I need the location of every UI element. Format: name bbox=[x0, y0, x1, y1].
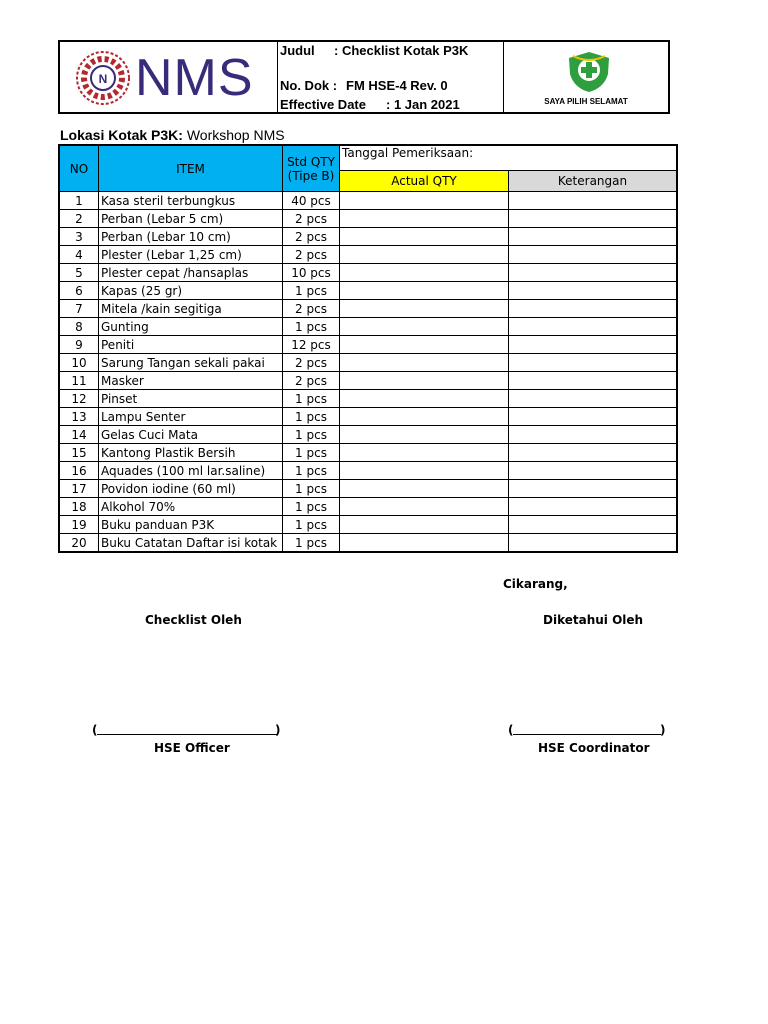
row-item: Lampu Senter bbox=[99, 408, 283, 426]
row-item: Sarung Tangan sekali pakai bbox=[99, 354, 283, 372]
checklist-table bbox=[58, 144, 678, 553]
row-std-qty: 1 pcs bbox=[283, 282, 340, 300]
row-no: 9 bbox=[59, 336, 99, 354]
row-std-qty: 12 pcs bbox=[283, 336, 340, 354]
table-row bbox=[59, 228, 677, 246]
effective-value: : 1 Jan 2021 bbox=[386, 97, 460, 112]
row-std-qty: 1 pcs bbox=[283, 390, 340, 408]
row-keterangan[interactable] bbox=[509, 300, 678, 318]
row-std-qty: 1 pcs bbox=[283, 426, 340, 444]
row-item: Gunting bbox=[99, 318, 283, 336]
row-actual-qty[interactable] bbox=[340, 282, 509, 300]
table-row bbox=[59, 192, 677, 210]
row-keterangan[interactable] bbox=[509, 354, 678, 372]
row-keterangan[interactable] bbox=[509, 192, 678, 210]
row-item: Alkohol 70% bbox=[99, 498, 283, 516]
row-actual-qty[interactable] bbox=[340, 534, 509, 553]
row-std-qty: 2 pcs bbox=[283, 354, 340, 372]
row-actual-qty[interactable] bbox=[340, 426, 509, 444]
table-row bbox=[59, 462, 677, 480]
place-label: Cikarang, bbox=[503, 577, 568, 591]
row-keterangan[interactable] bbox=[509, 246, 678, 264]
row-actual-qty[interactable] bbox=[340, 228, 509, 246]
hse-coordinator-label: HSE Coordinator bbox=[538, 741, 650, 755]
row-no: 13 bbox=[59, 408, 99, 426]
row-no: 20 bbox=[59, 534, 99, 553]
row-std-qty: 2 pcs bbox=[283, 210, 340, 228]
row-actual-qty[interactable] bbox=[340, 444, 509, 462]
row-item: Perban (Lebar 5 cm) bbox=[99, 210, 283, 228]
row-std-qty: 2 pcs bbox=[283, 300, 340, 318]
row-keterangan[interactable] bbox=[509, 426, 678, 444]
table-row bbox=[59, 444, 677, 462]
row-item: Pinset bbox=[99, 390, 283, 408]
row-no: 2 bbox=[59, 210, 99, 228]
col-std-label-1: Std QTY bbox=[287, 154, 335, 169]
table-row bbox=[59, 498, 677, 516]
row-item: Plester (Lebar 1,25 cm) bbox=[99, 246, 283, 264]
row-item: Mitela /kain segitiga bbox=[99, 300, 283, 318]
table-row bbox=[59, 426, 677, 444]
safety-shield-icon bbox=[564, 50, 614, 94]
checklist-oleh-label: Checklist Oleh bbox=[145, 613, 242, 627]
row-actual-qty[interactable] bbox=[340, 408, 509, 426]
row-actual-qty[interactable] bbox=[340, 318, 509, 336]
row-keterangan[interactable] bbox=[509, 282, 678, 300]
row-std-qty: 2 pcs bbox=[283, 372, 340, 390]
company-logo-text: NMS bbox=[135, 49, 254, 107]
safety-logo-text: SAYA PILIH SELAMAT bbox=[544, 97, 628, 106]
table-row bbox=[59, 246, 677, 264]
right-signature-line bbox=[513, 734, 661, 735]
row-keterangan[interactable] bbox=[509, 444, 678, 462]
row-item: Peniti bbox=[99, 336, 283, 354]
table-row bbox=[59, 390, 677, 408]
row-item: Perban (Lebar 10 cm) bbox=[99, 228, 283, 246]
col-std-header bbox=[283, 145, 340, 192]
gear-logo-icon bbox=[75, 50, 131, 106]
row-no: 8 bbox=[59, 318, 99, 336]
table-row bbox=[59, 516, 677, 534]
col-keterangan-header: Keterangan bbox=[509, 171, 678, 192]
row-keterangan[interactable] bbox=[509, 372, 678, 390]
row-std-qty: 1 pcs bbox=[283, 516, 340, 534]
row-item: Buku Catatan Daftar isi kotak bbox=[99, 534, 283, 553]
table-row bbox=[59, 372, 677, 390]
row-no: 1 bbox=[59, 192, 99, 210]
row-no: 7 bbox=[59, 300, 99, 318]
row-keterangan[interactable] bbox=[509, 336, 678, 354]
row-actual-qty[interactable] bbox=[340, 372, 509, 390]
row-std-qty: 1 pcs bbox=[283, 408, 340, 426]
row-actual-qty[interactable] bbox=[340, 336, 509, 354]
row-std-qty: 1 pcs bbox=[283, 318, 340, 336]
row-item: Kapas (25 gr) bbox=[99, 282, 283, 300]
row-keterangan[interactable] bbox=[509, 408, 678, 426]
document-header bbox=[58, 40, 670, 114]
lokasi-line bbox=[60, 127, 285, 143]
row-std-qty: 1 pcs bbox=[283, 444, 340, 462]
row-actual-qty[interactable] bbox=[340, 354, 509, 372]
table-row bbox=[59, 318, 677, 336]
hse-officer-label: HSE Officer bbox=[154, 741, 230, 755]
right-paren-open: ( bbox=[508, 723, 514, 737]
row-no: 3 bbox=[59, 228, 99, 246]
right-paren-close: ) bbox=[660, 723, 666, 737]
row-no: 17 bbox=[59, 480, 99, 498]
table-row bbox=[59, 336, 677, 354]
row-actual-qty[interactable] bbox=[340, 210, 509, 228]
row-std-qty: 2 pcs bbox=[283, 228, 340, 246]
lokasi-value: Workshop NMS bbox=[186, 127, 285, 143]
row-keterangan[interactable] bbox=[509, 480, 678, 498]
row-keterangan[interactable] bbox=[509, 264, 678, 282]
row-item: Gelas Cuci Mata bbox=[99, 426, 283, 444]
row-keterangan[interactable] bbox=[509, 462, 678, 480]
judul-value: : Checklist Kotak P3K bbox=[334, 43, 469, 58]
nodok-value: FM HSE-4 Rev. 0 bbox=[346, 78, 448, 93]
row-std-qty: 1 pcs bbox=[283, 480, 340, 498]
row-keterangan[interactable] bbox=[509, 210, 678, 228]
safety-logo-cell bbox=[504, 42, 668, 112]
effective-label: Effective Date bbox=[280, 97, 366, 112]
row-no: 5 bbox=[59, 264, 99, 282]
company-logo-cell bbox=[60, 42, 278, 112]
row-no: 19 bbox=[59, 516, 99, 534]
table-row bbox=[59, 480, 677, 498]
diketahui-oleh-label: Diketahui Oleh bbox=[543, 613, 644, 627]
row-std-qty: 2 pcs bbox=[283, 246, 340, 264]
document-info-cell bbox=[278, 42, 504, 112]
row-actual-qty[interactable] bbox=[340, 264, 509, 282]
row-actual-qty[interactable] bbox=[340, 462, 509, 480]
table-row bbox=[59, 408, 677, 426]
row-keterangan[interactable] bbox=[509, 390, 678, 408]
col-item-header: ITEM bbox=[99, 145, 283, 192]
table-row bbox=[59, 300, 677, 318]
table-row bbox=[59, 282, 677, 300]
row-actual-qty[interactable] bbox=[340, 480, 509, 498]
row-item: Kantong Plastik Bersih bbox=[99, 444, 283, 462]
row-keterangan[interactable] bbox=[509, 318, 678, 336]
row-item: Povidon iodine (60 ml) bbox=[99, 480, 283, 498]
row-actual-qty[interactable] bbox=[340, 498, 509, 516]
row-std-qty: 1 pcs bbox=[283, 534, 340, 553]
row-keterangan[interactable] bbox=[509, 228, 678, 246]
row-keterangan[interactable] bbox=[509, 516, 678, 534]
row-actual-qty[interactable] bbox=[340, 246, 509, 264]
row-item: Kasa steril terbungkus bbox=[99, 192, 283, 210]
row-no: 15 bbox=[59, 444, 99, 462]
row-no: 10 bbox=[59, 354, 99, 372]
row-item: Buku panduan P3K bbox=[99, 516, 283, 534]
row-item: Aquades (100 ml lar.saline) bbox=[99, 462, 283, 480]
row-no: 14 bbox=[59, 426, 99, 444]
tanggal-pemeriksaan: Tanggal Pemeriksaan: bbox=[340, 145, 678, 171]
row-actual-qty[interactable] bbox=[340, 192, 509, 210]
row-no: 6 bbox=[59, 282, 99, 300]
row-actual-qty[interactable] bbox=[340, 390, 509, 408]
left-paren-close: ) bbox=[275, 723, 281, 737]
col-no-header: NO bbox=[59, 145, 99, 192]
row-no: 16 bbox=[59, 462, 99, 480]
table-row bbox=[59, 534, 677, 553]
left-signature-line bbox=[97, 734, 277, 735]
row-item: Masker bbox=[99, 372, 283, 390]
nodok-label: No. Dok : bbox=[280, 78, 338, 93]
col-std-label-2: (Tipe B) bbox=[287, 168, 335, 183]
table-row bbox=[59, 264, 677, 282]
judul-label: Judul bbox=[280, 43, 315, 58]
row-no: 4 bbox=[59, 246, 99, 264]
row-actual-qty[interactable] bbox=[340, 300, 509, 318]
lokasi-label: Lokasi Kotak P3K: bbox=[60, 127, 183, 143]
row-keterangan[interactable] bbox=[509, 534, 678, 553]
table-row bbox=[59, 354, 677, 372]
row-no: 18 bbox=[59, 498, 99, 516]
row-std-qty: 10 pcs bbox=[283, 264, 340, 282]
row-no: 11 bbox=[59, 372, 99, 390]
col-actual-header: Actual QTY bbox=[340, 171, 509, 192]
row-no: 12 bbox=[59, 390, 99, 408]
table-row bbox=[59, 210, 677, 228]
row-keterangan[interactable] bbox=[509, 498, 678, 516]
row-item: Plester cepat /hansaplas bbox=[99, 264, 283, 282]
left-paren-open: ( bbox=[92, 723, 98, 737]
row-std-qty: 1 pcs bbox=[283, 462, 340, 480]
row-std-qty: 40 pcs bbox=[283, 192, 340, 210]
row-actual-qty[interactable] bbox=[340, 516, 509, 534]
svg-text:N: N bbox=[98, 72, 108, 86]
row-std-qty: 1 pcs bbox=[283, 498, 340, 516]
